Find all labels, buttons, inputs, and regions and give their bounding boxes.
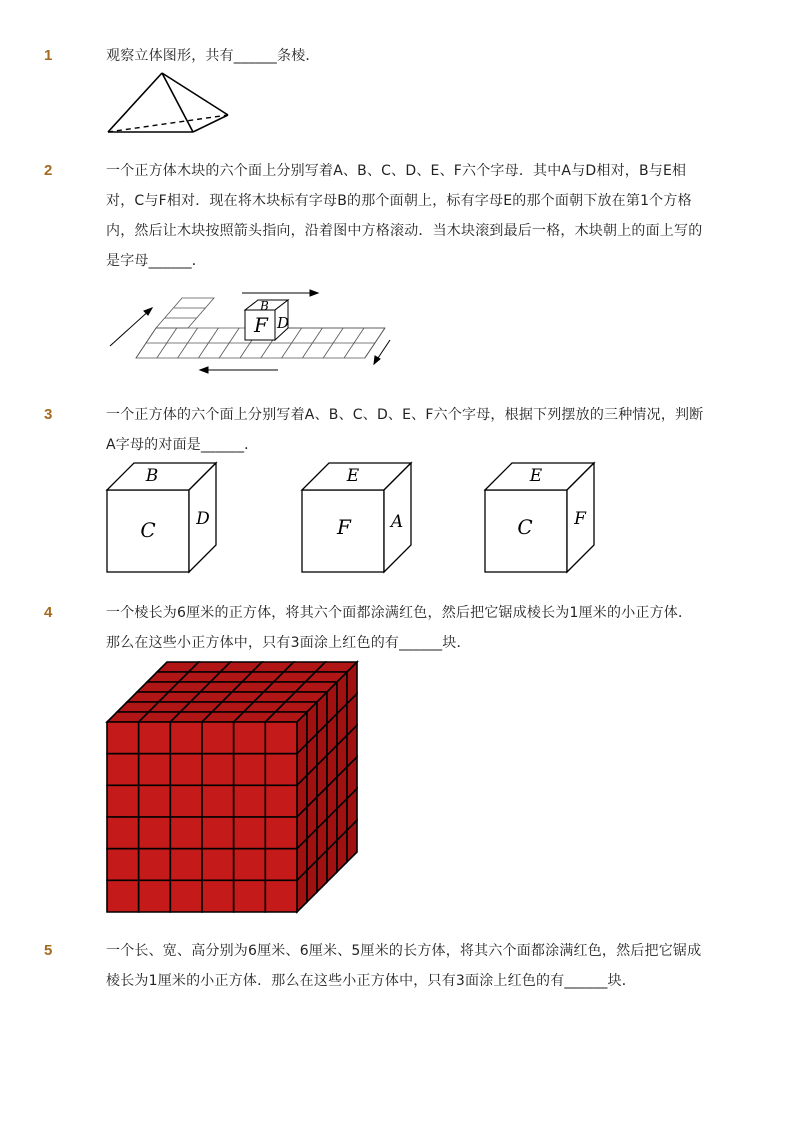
pyramid-figure: [100, 68, 240, 138]
cube1-top-letter: B: [145, 466, 159, 486]
cube2-side-letter: A: [390, 512, 404, 532]
roll-cube-side-letter: D: [277, 314, 290, 332]
roll-cube-top-letter: B: [260, 299, 269, 313]
cube1-front-letter: C: [140, 518, 156, 542]
question-text-5: 一个长、宽、高分别为6厘米、6厘米、5厘米的长方体，将其六个面都涂满红色，然后把它锯成棱长为1厘米的小正方体．那么在这些小正方体中，只有3面涂上红色的有______块．: [106, 943, 702, 989]
cube2-front-letter: F: [337, 515, 351, 539]
cube-view-2: [301, 462, 413, 574]
question-number-2: 2: [44, 162, 53, 179]
rolling-grid-figure: [100, 280, 410, 380]
cube3-top-letter: E: [529, 466, 543, 486]
roll-cube-front-letter: F: [254, 313, 268, 337]
question-number-5: 5: [44, 942, 53, 959]
question-text-3: 一个正方体的六个面上分别写着A、B、C、D、E、F六个字母，根据下列摆放的三种情况，判断A字母的对面是______．: [106, 407, 704, 453]
question-number-3: 3: [44, 406, 53, 423]
cube3-front-letter: C: [517, 515, 533, 539]
cube1-side-letter: D: [196, 509, 210, 529]
question-text-2: 一个正方体木块的六个面上分别写着A、B、C、D、E、F六个字母．其中A与D相对，B与E相对，C与F相对．现在将木块标有字母B的那个面朝上，标有字母E的那个面朝下放在第1个方格内，然后让木块按照箭头指向，沿着图中方格滚动．当木块滚到最后一格，木块朝上的面上写的是字母______．: [106, 163, 703, 269]
question-text-1: 观察立体图形，共有______条棱．: [106, 48, 320, 64]
red-painted-cube-figure: [106, 660, 360, 914]
cube-view-1: [106, 462, 218, 574]
cube3-side-letter: F: [574, 509, 586, 529]
question-number-1: 1: [44, 47, 53, 64]
cube2-top-letter: E: [346, 466, 360, 486]
cube-view-3: [484, 462, 596, 574]
question-text-4: 一个棱长为6厘米的正方体，将其六个面都涂满红色，然后把它锯成棱长为1厘米的小正方体．那么在这些小正方体中，只有3面涂上红色的有______块．: [106, 605, 693, 651]
question-number-4: 4: [44, 604, 53, 621]
